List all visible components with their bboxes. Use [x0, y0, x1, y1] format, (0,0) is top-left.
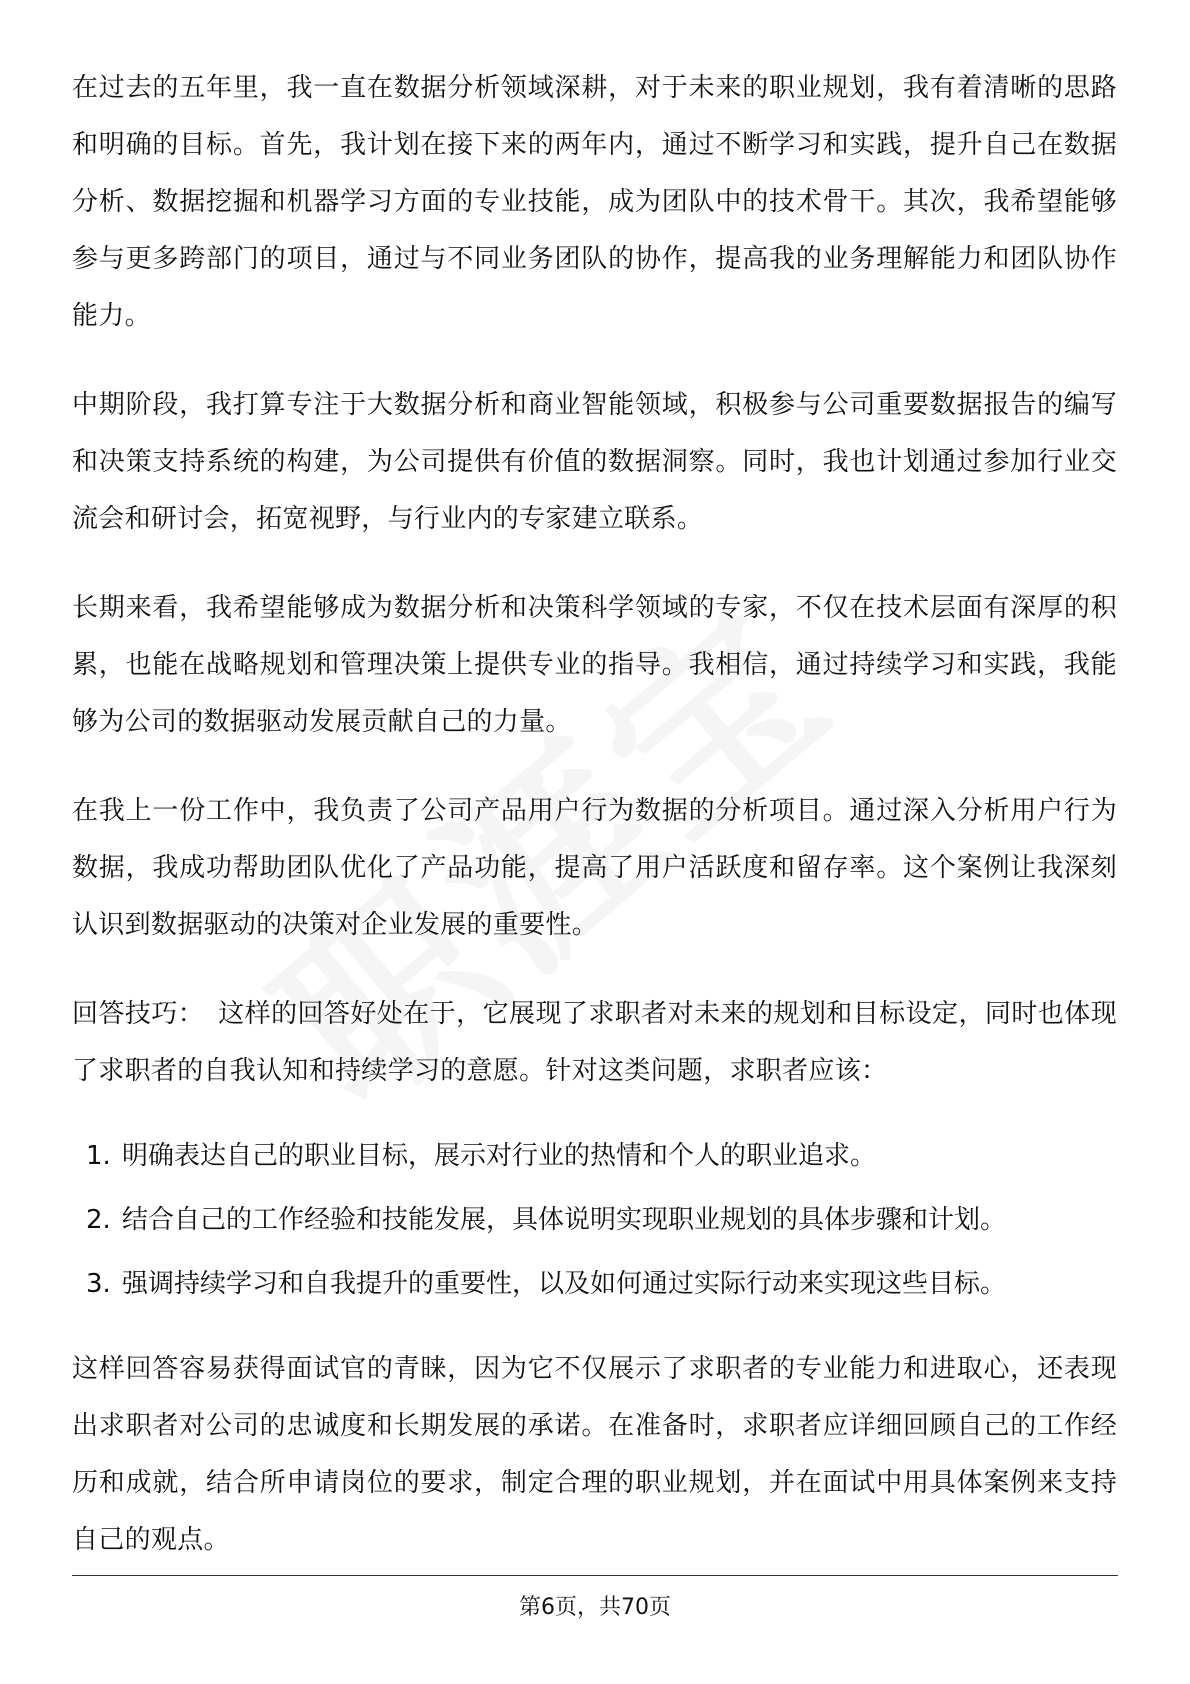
closing-paragraph: 这样回答容易获得面试官的青睐，因为它不仅展示了求职者的专业能力和进取心，还表现出求职者对公司的忠诚度和长期发展的承诺。在准备时，求职者应详细回顾自己的工作经历和成就，结合所申请岗位的要求，制定合理的职业规划，并在面试中用具体案例来支持自己的观点。: [72, 1354, 1117, 1555]
list-item: [72, 1192, 1117, 1249]
list-item: [72, 1256, 1117, 1313]
list-item-number: 2.: [86, 1205, 111, 1235]
list-item-text: 明确表达自己的职业目标，展示对行业的热情和个人的职业追求。: [122, 1141, 877, 1171]
footer-divider: [72, 1575, 1118, 1576]
paragraph-short-term-plan: 在过去的五年里，我一直在数据分析领域深耕，对于未来的职业规划，我有着清晰的思路和明确的目标。首先，我计划在接下来的两年内，通过不断学习和实践，提升自己在数据分析、数据挖掘和机器学习方面的专业技能，成为团队中的技术骨干。其次，我希望能够参与更多跨部门的项目，通过与不同业务团队的协作，提高我的业务理解能力和团队协作能力。: [72, 73, 1117, 331]
tips-list: [72, 1128, 1117, 1313]
list-item-text: 结合自己的工作经验和技能发展，具体说明实现职业规划的具体步骤和计划。: [122, 1205, 1007, 1235]
document-body: [72, 60, 1117, 1601]
answer-tip-paragraph: [72, 986, 1117, 1100]
page-number: 第6页，共70页: [519, 1595, 671, 1620]
answer-tip-text: 这样的回答好处在于，它展现了求职者对未来的规划和目标设定，同时也体现了求职者的自我认知和持续学习的意愿。针对这类问题，求职者应该：: [72, 999, 1117, 1086]
list-item-number: 1.: [86, 1141, 111, 1171]
paragraph-long-term-plan: 长期来看，我希望能够成为数据分析和决策科学领域的专家，不仅在技术层面有深厚的积累，也能在战略规划和管理决策上提供专业的指导。我相信，通过持续学习和实践，我能够为公司的数据驱动发展贡献自己的力量。: [72, 593, 1117, 737]
paragraph-mid-term-plan: 中期阶段，我打算专注于大数据分析和商业智能领域，积极参与公司重要数据报告的编写和决策支持系统的构建，为公司提供有价值的数据洞察。同时，我也计划通过参加行业交流会和研讨会，拓宽视野，与行业内的专家建立联系。: [72, 390, 1117, 534]
answer-tip-label: 回答技巧：: [72, 999, 205, 1029]
paragraph-case-example: 在我上一份工作中，我负责了公司产品用户行为数据的分析项目。通过深入分析用户行为数据，我成功帮助团队优化了产品功能，提高了用户活跃度和留存率。这个案例让我深刻认识到数据驱动的决策对企业发展的重要性。: [72, 796, 1117, 940]
list-item-text: 强调持续学习和自我提升的重要性，以及如何通过实际行动来实现这些目标。: [122, 1269, 1007, 1299]
list-item: [72, 1128, 1117, 1185]
list-item-number: 3.: [86, 1269, 111, 1299]
